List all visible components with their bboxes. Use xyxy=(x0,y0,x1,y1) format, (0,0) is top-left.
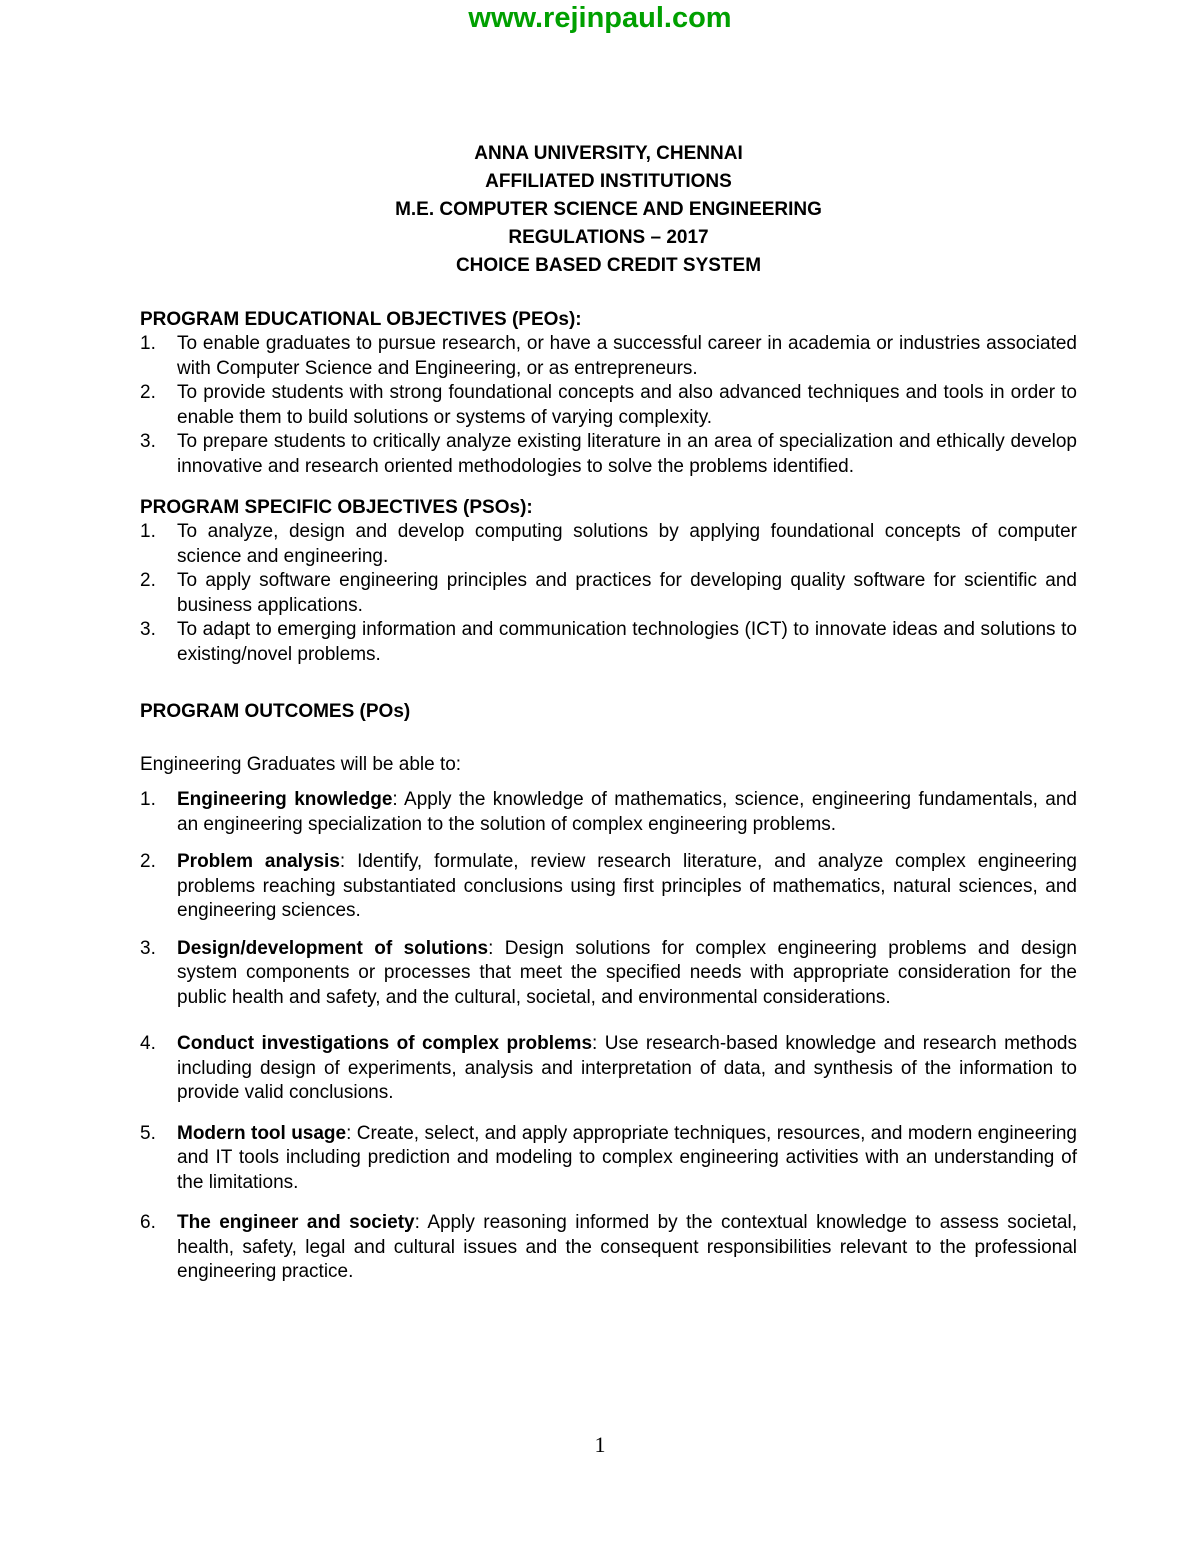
item-number: 3. xyxy=(140,619,156,640)
item-number: 3. xyxy=(140,937,156,959)
peo-list xyxy=(140,332,1077,479)
list-item xyxy=(140,788,1077,837)
item-text: To enable graduates to pursue research, or have a successful career in academia or industries associated with Computer Science and Engineering, or as entrepreneurs. xyxy=(177,333,1077,379)
institution-type: AFFILIATED INSTITUTIONS xyxy=(485,171,732,192)
item-term: The engineer and society xyxy=(177,1212,415,1233)
program-name: M.E. COMPUTER SCIENCE AND ENGINEERING xyxy=(395,199,822,220)
item-text: : Design solutions for complex engineering problems and design system components or processes that meet the specified needs with appropriate consideration for the public health and safety, and the cultural, societal, and environmental considerations. xyxy=(177,937,1078,1008)
credit-system: CHOICE BASED CREDIT SYSTEM xyxy=(455,255,762,276)
item-text: To analyze, design and develop computing solutions by applying foundational concepts of computer science and engineering. xyxy=(177,521,1077,567)
list-item xyxy=(140,1032,1077,1106)
item-text: : Identify, formulate, review research literature, and analyze complex engineering problems reaching substantiated conclusions using first principles of mathematics, natural sciences, and engineering sciences. xyxy=(177,851,1077,921)
peo-heading: PROGRAM EDUCATIONAL OBJECTIVES (PEOs): xyxy=(140,309,582,330)
regulations: REGULATIONS – 2017 xyxy=(508,227,709,248)
item-term: Design/development of solutions xyxy=(177,937,489,959)
po-heading: PROGRAM OUTCOMES (POs) xyxy=(140,701,411,722)
item-text: To adapt to emerging information and communication technologies (ICT) to innovate ideas and solutions to existing/novel problems. xyxy=(177,619,1077,665)
page-number: 1 xyxy=(594,1432,606,1457)
item-text: : Apply reasoning informed by the contextual knowledge to assess societal, health, safety, legal and cultural issues and the consequent responsibilities relevant to the professional engineering practice. xyxy=(177,1212,1077,1282)
item-text: To provide students with strong foundational concepts and also advanced techniques and tools in order to enable them to build solutions or systems of varying complexity. xyxy=(177,382,1077,428)
item-number: 6. xyxy=(140,1212,156,1233)
university-name: ANNA UNIVERSITY, CHENNAI xyxy=(474,143,743,164)
item-text: : Use research-based knowledge and research methods including design of experiments, analysis and interpretation of data, and synthesis of the information to provide valid conclusions. xyxy=(177,1033,1077,1103)
list-item xyxy=(140,569,1077,618)
item-number: 1. xyxy=(140,789,156,810)
document-body xyxy=(140,140,1077,1285)
list-item xyxy=(140,850,1077,924)
list-item xyxy=(140,1122,1077,1196)
item-text: To apply software engineering principles and practices for developing quality software for scientific and business applications. xyxy=(177,570,1077,616)
item-term: Conduct investigations of complex problems xyxy=(177,1033,593,1054)
pso-list xyxy=(140,520,1077,667)
item-number: 1. xyxy=(140,521,156,542)
po-intro: Engineering Graduates will be able to: xyxy=(140,754,462,775)
item-text: To prepare students to critically analyze existing literature in an area of specialization and ethically develop innovative and research oriented methodologies to solve the problems identified. xyxy=(177,431,1077,477)
item-number: 2. xyxy=(140,570,156,591)
item-number: 3. xyxy=(140,431,156,452)
item-text: : Apply the knowledge of mathematics, science, engineering fundamentals, and an engineering specialization to the solution of complex engineering problems. xyxy=(177,789,1077,835)
item-term: Engineering knowledge xyxy=(177,789,393,810)
pso-heading: PROGRAM SPECIFIC OBJECTIVES (PSOs): xyxy=(140,497,533,518)
item-number: 5. xyxy=(140,1122,156,1144)
item-term: Problem analysis xyxy=(177,851,340,872)
list-item xyxy=(140,381,1077,430)
list-item xyxy=(140,520,1077,569)
item-number: 4. xyxy=(140,1033,156,1054)
list-item xyxy=(140,430,1077,479)
item-text: : Create, select, and apply appropriate techniques, resources, and modern engineering and IT tools including prediction and modeling to complex engineering activities with an understanding of the limitations. xyxy=(177,1122,1077,1193)
item-number: 2. xyxy=(140,382,156,403)
po-list xyxy=(140,788,1077,1285)
list-item xyxy=(140,618,1077,667)
item-number: 1. xyxy=(140,333,156,354)
list-item xyxy=(140,937,1077,1011)
item-term: Modern tool usage xyxy=(177,1122,347,1144)
list-item xyxy=(140,332,1077,381)
watermark-link[interactable]: www.rejinpaul.com xyxy=(468,2,732,34)
list-item xyxy=(140,1211,1077,1285)
item-number: 2. xyxy=(140,851,156,872)
document-title-block xyxy=(140,140,1077,280)
